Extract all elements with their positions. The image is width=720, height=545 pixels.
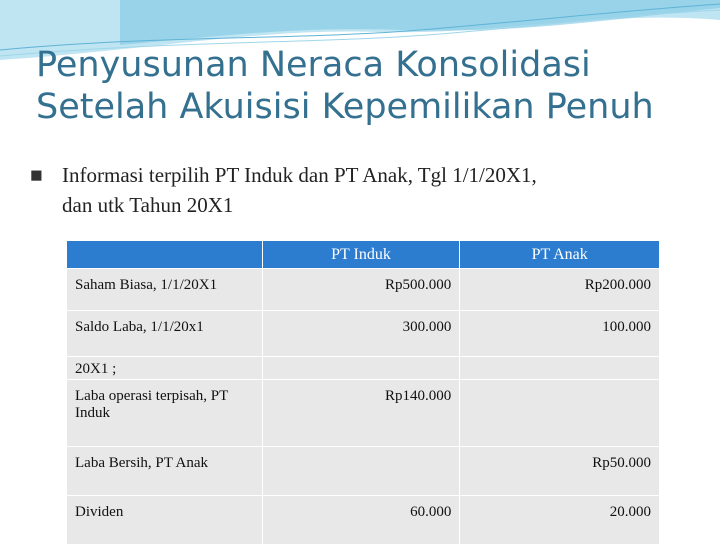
- pt-induk-value: [262, 447, 460, 496]
- row-label: Laba Bersih, PT Anak: [67, 447, 263, 496]
- row-label: Dividen: [67, 496, 263, 545]
- table-header-row: [67, 241, 660, 269]
- table-row: [67, 269, 660, 311]
- bullet-text-line-1: Informasi terpilih PT Induk dan PT Anak, Tgl 1/1/20X1,: [62, 163, 537, 187]
- financial-table: [66, 240, 660, 545]
- table-row: [67, 496, 660, 545]
- pt-induk-value: 60.000: [262, 496, 460, 545]
- table-row: [67, 380, 660, 447]
- pt-anak-value: [460, 357, 660, 380]
- bullet-text-line-2: dan utk Tahun 20X1: [62, 193, 234, 217]
- pt-anak-value: Rp50.000: [460, 447, 660, 496]
- bullet-icon: ■: [30, 163, 43, 187]
- pt-induk-value: Rp500.000: [262, 269, 460, 311]
- pt-induk-value: 300.000: [262, 311, 460, 357]
- row-label: Laba operasi terpisah, PT Induk: [67, 380, 263, 447]
- pt-anak-value: 100.000: [460, 311, 660, 357]
- bullet-point: [30, 160, 704, 220]
- table-row: [67, 447, 660, 496]
- title-line-1: Penyusunan Neraca Konsolidasi: [36, 45, 591, 85]
- header-empty: [67, 241, 263, 269]
- slide-title: [36, 44, 706, 128]
- title-line-2: Setelah Akuisisi Kepemilikan Penuh: [36, 87, 654, 127]
- bullet-text: [44, 160, 704, 220]
- row-label: 20X1 ;: [67, 357, 263, 380]
- pt-anak-value: 20.000: [460, 496, 660, 545]
- pt-induk-value: [262, 357, 460, 380]
- pt-anak-value: [460, 380, 660, 447]
- row-label: Saldo Laba, 1/1/20x1: [67, 311, 263, 357]
- row-label: Saham Biasa, 1/1/20X1: [67, 269, 263, 311]
- header-pt-induk: PT Induk: [262, 241, 460, 269]
- pt-anak-value: Rp200.000: [460, 269, 660, 311]
- header-pt-anak: PT Anak: [460, 241, 660, 269]
- table-row: [67, 357, 660, 380]
- table-row: [67, 311, 660, 357]
- pt-induk-value: Rp140.000: [262, 380, 460, 447]
